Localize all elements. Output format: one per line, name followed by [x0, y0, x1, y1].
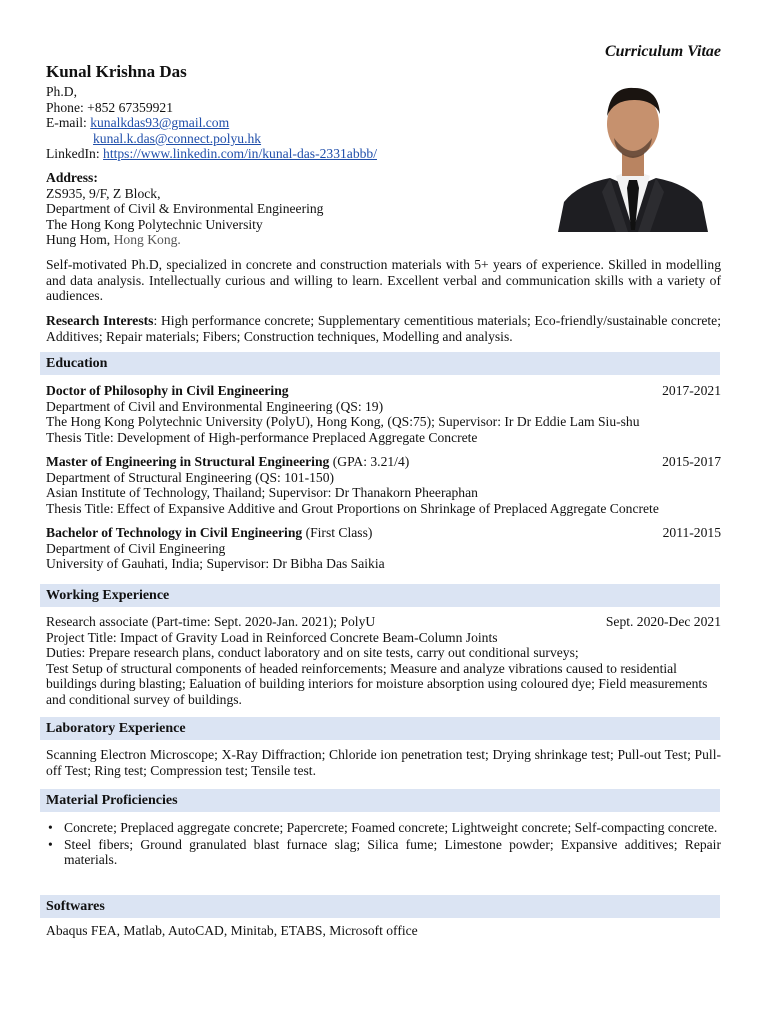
section-heading-software: Softwares: [40, 895, 720, 918]
entry-title-row: [46, 614, 721, 630]
degree-department: Department of Structural Engineering (QS: 101-150): [46, 469, 335, 485]
section-heading-materials: Material Proficiencies: [40, 789, 720, 812]
address-line: Department of Civil & Environmental Engineering: [46, 201, 324, 217]
address-line: ZS935, 9/F, Z Block,: [46, 185, 161, 201]
job-duties: Duties: Prepare research plans, conduct laboratory and on site tests, carry out conditional surveys;: [46, 645, 579, 661]
section-heading-education: Education: [40, 352, 720, 375]
list-item: • Steel fibers; Ground granulated blast furnace slag; Silica fume; Limestone powder; Expansive additives; Repair materials.: [46, 837, 721, 868]
linkedin-link[interactable]: https://www.linkedin.com/in/kunal-das-2331abbb/: [103, 146, 377, 162]
address-label: Address:: [46, 170, 98, 185]
email-link-primary[interactable]: kunalkdas93@gmail.com: [90, 115, 230, 131]
address-block: [46, 170, 546, 248]
address-line-city: [46, 232, 546, 248]
phone-label: Phone:: [46, 99, 84, 115]
contact-block: [46, 84, 546, 162]
email-row-secondary: [46, 131, 546, 147]
entry-title-row: [46, 454, 721, 470]
degree-department: Department of Civil and Environmental Engineering (QS: 19): [46, 398, 384, 414]
address-city: Hong Kong.: [113, 232, 181, 248]
degree-date: 2015-2017: [662, 454, 721, 469]
profile-summary: Self-motivated Ph.D, specialized in concrete and construction materials with 5+ years of experience. Skilled in modelling and data analysis. Intellectually curious and willing to learn. Excellent verbal and communication skills with a variety of audiences.: [46, 257, 721, 304]
education-btech: [46, 525, 721, 572]
list-item: • Concrete; Preplaced aggregate concrete; Papercrete; Foamed concrete; Lightweight concrete; Self-compacting concrete.: [46, 820, 721, 836]
degree-institution: Asian Institute of Technology, Thailand; Supervisor: Dr Thanakorn Pheeraphan: [46, 485, 478, 501]
lab-text: Scanning Electron Microscope; X-Ray Diffraction; Chloride ion penetration test; Drying shrinkage test; Pull-out Test; Pull-off Test; Ring test; Compression test; Tensile test.: [46, 747, 721, 778]
job-details: Test Setup of structural components of headed reinforcements; Measure and analyze vibrations caused to residential buildings during blasting; Ealuation of building interiors for moisture absorption using coloured dye; Field measurements and conditional survey of buildings.: [46, 660, 708, 707]
research-interests-label: Research Interests: [46, 313, 154, 328]
degree-note: (First Class): [302, 525, 373, 540]
degree-thesis: Thesis Title: Effect of Expansive Additive and Grout Proportions on Shrinkage of Preplaced Aggregate Concrete: [46, 500, 659, 516]
linkedin-label: LinkedIn:: [46, 146, 100, 162]
software-text: Abaqus FEA, Matlab, AutoCAD, Minitab, ETABS, Microsoft office: [46, 923, 418, 938]
email-label: E-mail:: [46, 115, 87, 131]
research-interests: [46, 313, 721, 344]
candidate-name: Kunal Krishna Das: [46, 62, 187, 81]
degree-title: Doctor of Philosophy in Civil Engineering: [46, 383, 289, 398]
job-date: Sept. 2020-Dec 2021: [605, 614, 721, 629]
work-entry: [46, 614, 721, 708]
job-title: Research associate (Part-time: Sept. 2020-Jan. 2021); PolyU: [46, 614, 376, 629]
section-heading-work: Working Experience: [40, 584, 720, 607]
education-phd: [46, 383, 721, 445]
degree-date: 2017-2021: [662, 383, 721, 398]
research-interests-text: : High performance concrete; Supplementary cementitious materials; Eco-friendly/sustainable concrete; Additives; Repair materials; Fibers; Construction techniques, Modelling and analysis.: [46, 313, 721, 344]
degree-title: Master of Engineering in Structural Engineering: [46, 454, 330, 469]
entry-title-row: [46, 383, 721, 399]
portrait-illustration: [558, 80, 708, 232]
degree-institution: The Hong Kong Polytechnic University (PolyU), Hong Kong, (QS:75); Supervisor: Ir Dr Eddie Lam Siu-shu: [46, 414, 640, 430]
address-district: Hung Hom,: [46, 232, 111, 248]
section-heading-lab: Laboratory Experience: [40, 717, 720, 740]
cv-label: Curriculum Vitae: [604, 43, 721, 60]
profile-photo: [558, 80, 708, 232]
entry-title-row: [46, 525, 721, 541]
linkedin-row: [46, 146, 546, 162]
materials-list: [46, 820, 721, 868]
education-meng: [46, 454, 721, 516]
degree-department: Department of Civil Engineering: [46, 540, 226, 556]
email-row: [46, 115, 546, 131]
degree-date: 2011-2015: [662, 525, 721, 540]
degree-title: Bachelor of Technology in Civil Engineering: [46, 525, 303, 540]
phone-row: [46, 100, 546, 116]
degree-institution: University of Gauhati, India; Supervisor: Dr Bibha Das Saikia: [46, 556, 385, 572]
degree: Ph.D,: [46, 84, 77, 99]
email-link-secondary[interactable]: kunal.k.das@connect.polyu.hk: [93, 130, 262, 146]
phone-number: +852 67359921: [87, 99, 174, 115]
materials-list-wrap: [46, 820, 721, 868]
address-line: The Hong Kong Polytechnic University: [46, 216, 263, 232]
degree-note: (GPA: 3.21/4): [329, 454, 410, 469]
job-project: Project Title: Impact of Gravity Load in Reinforced Concrete Beam-Column Joints: [46, 629, 498, 645]
degree-thesis: Thesis Title: Development of High-performance Preplaced Aggregate Concrete: [46, 429, 478, 445]
